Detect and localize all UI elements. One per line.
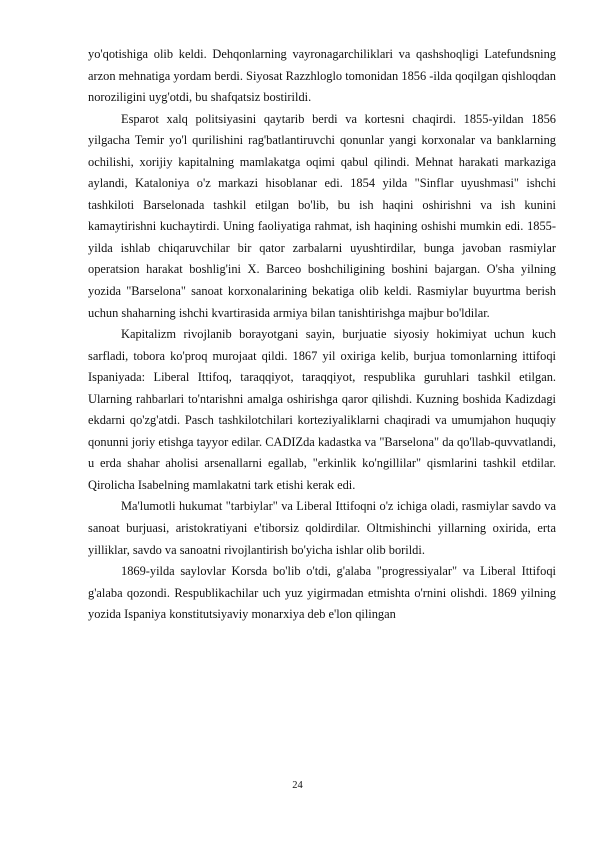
page-number: 24: [292, 780, 303, 791]
paragraph: Ma'lumotli hukumat "tarbiylar" va Liberal Ittifoqni o'z ichiga oladi, rasmiylar savdo va sanoat burjuasi, aristokratiyani e'tiborsiz qoldirdilar. Oltmishinchi yillarning oxirida, erta yilliklar, savdo va sanoatni rivojlantirish bo'yicha ishlar olib borildi.: [88, 499, 556, 557]
paragraph: yo'qotishiga olib keldi. Dehqonlarning vayronagarchiliklari va qashshoqligi Latefundsning arzon mehnatiga yordam berdi. Siyosat Razzhloglo tomonidan 1856 -ilda qoqilgan qishloqdan noroziligini uyg'otdi, bu shafqatsiz bostirildi.: [88, 47, 556, 105]
paragraph: Kapitalizm rivojlanib borayotgani sayin, burjuatie siyosiy hokimiyat uchun kuch sarfladi, tobora ko'proq murojaat qildi. 1867 yil oxiriga kelib, burjua tomonlarning ittifoqi Ispaniyada: Liberal Ittifoq, taraqqiyot, taraqqiyot, respublika guruhlari tashkil etilgan. Ularning rahbarlari to'ntarishni amalga oshirishga qaror qilishdi. Kuzning boshida Kadizdagi ekdarni qo'zg'atdi. Pasch tashkilotchilari korteziyaliklarni chaqiradi va umumjahon huquqiy qonunni joriy etishga tayyor edilar. CADIZda kadastka va "Barselona" da qo'llab-quvvatlandi, u erda shahar aholisi arsenallarni egallab, "erkinlik ko'ngillilar" qismlarini tashkil etdilar. Qirolicha Isabelning mamlakatni tark etishi kerak edi.: [88, 327, 556, 492]
document-page: [88, 44, 556, 626]
paragraph: 1869-yilda saylovlar Korsda bo'lib o'tdi, g'alaba "progressiyalar" va Liberal Ittifoqi g'alaba qozondi. Respublikachilar uch yuz yigirmadan etmishta o'rnini olishdi. 1869 yilning yozida Ispaniya konstitutsiyaviy monarxiya deb e'lon qilingan: [88, 564, 556, 622]
paragraph: Esparot xalq politsiyasini qaytarib berdi va kortesni chaqirdi. 1855-yildan 1856 yilgacha Temir yo'l qurilishini rag'batlantiruvchi qonunlar yangi korxonalar va banklarning ochilishi, xorijiy kapitalning mamlakatga oqimi qabul qilindi. Mehnat harakati markaziga aylandi, Kataloniya o'z markazi hisoblanar edi. 1854 yilda "Sinflar uyushmasi" ishchi tashkiloti Barselonada tashkil etilgan bo'lib, bu ish haqini oshirishni va ish kunini kamaytirishni kuchaytirdi. Uning faoliyatiga rahmat, ish haqining oshishi mumkin edi. 1855-yilda ishlab chiqaruvchilar bir qator zarbalarni uyushtirdilar, bunga javoban rasmiylar operatsion harakat boshlig'ini X. Barceo boshchiligining boshini bajargan. O'sha yilning yozida "Barselona" sanoat korxonalarining bekatiga olib keldi. Rasmiylar buyurtma berish uchun shaharning ishchi kvartirasida armiya bilan tanishtirishga majbur bo'ldilar.: [88, 111, 556, 320]
